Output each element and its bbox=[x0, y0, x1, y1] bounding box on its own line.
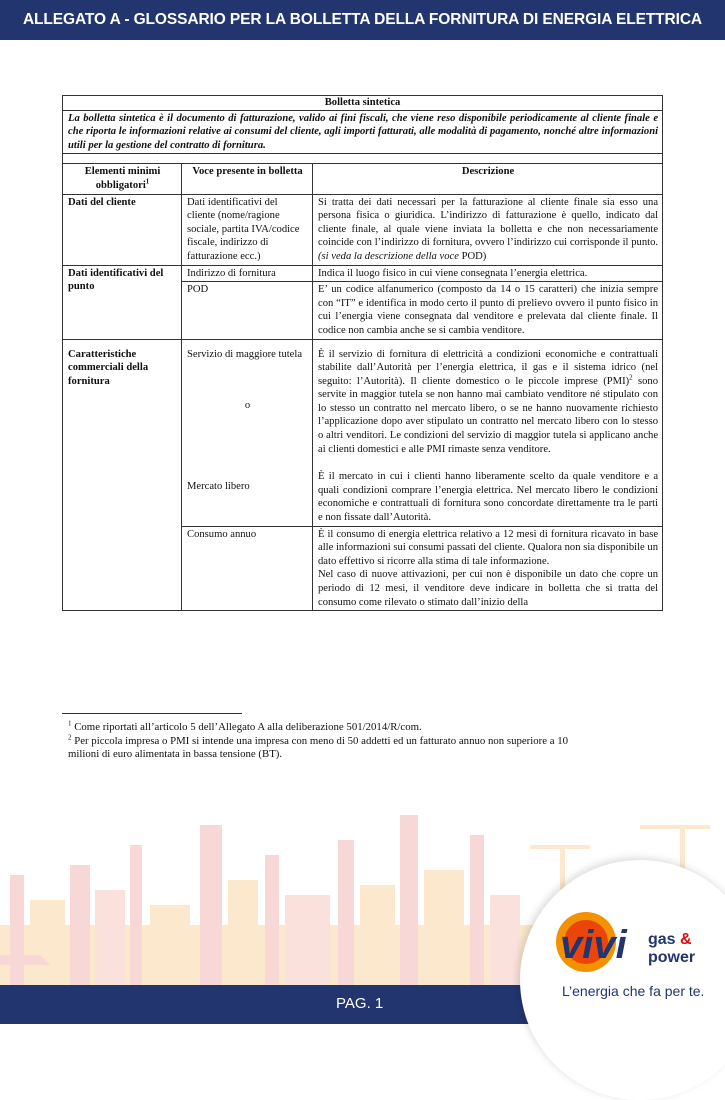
spacer-row bbox=[63, 154, 663, 164]
description-text: Si tratta dei dati necessari per la fatturazione al cliente finale sia esso una persona fisica o giuridica. L’indirizzo di fatturazione è quello, indicato dal cliente finale, al quale viene inviata la bolletta e che non necessariamente coincide con l’indirizzo di fornitura, ovvero l’indirizzo cui corrisponde il punto. bbox=[318, 196, 659, 249]
description-cell: Indica il luogo fisico in cui viene consegnata l’energia elettrica. bbox=[313, 265, 663, 282]
description-cell bbox=[313, 526, 663, 611]
description-cell bbox=[313, 339, 663, 526]
description-text: sono servite in maggior tutela se non hanno mai cambiato venditore né stipulato con lo stesso un contratto nel mercato libero, o se ne hanno nuovamente richiesto l’applicazione dopo aver stipulato un contratto nel mercato libero con lo stesso o altri venditori. Le condizioni del servizio di maggior tutela si applicano anche ai clienti domestici e alle PMI rimaste senza venditore. bbox=[318, 375, 659, 455]
footnote-2 bbox=[68, 732, 588, 762]
glossary-table bbox=[62, 95, 663, 611]
description-cell bbox=[313, 194, 663, 265]
brand-tagline: L’energia che fa per te. bbox=[562, 983, 705, 999]
table-row bbox=[63, 339, 663, 526]
description-cell: E’ un codice alfanumerico (composto da 14 o 15 caratteri) che inizia sempre con “IT” e identifica in modo certo il punto di prelievo ovvero il punto fisico in cui l’energia viene consegnata dal venditore e prelevata dal cliente finale. Il codice non cambia anche se si cambia venditore. bbox=[313, 282, 663, 339]
column-header-elements bbox=[63, 164, 182, 194]
category-cell: Dati del cliente bbox=[63, 194, 182, 265]
page-header bbox=[0, 0, 725, 40]
footnote-1-mark: 1 bbox=[68, 719, 72, 728]
column-header-description: Descrizione bbox=[313, 164, 663, 194]
category-cell: Caratteristiche commerciali della fornitura bbox=[63, 339, 182, 611]
header-title: ALLEGATO A - GLOSSARIO PER LA BOLLETTA DELLA FORNITURA DI ENERGIA ELETTRICA bbox=[22, 11, 703, 28]
footnotes bbox=[68, 721, 588, 762]
description-block: È il mercato in cui i clienti hanno liberamente scelto da quale venditore e a quali condizioni comprare l’energia elettrica. Nel mercato libero le condizioni economiche e contrattuali di fornitura sono concordate direttamente tra le parti e non fissate dall’Autorità. bbox=[318, 471, 659, 524]
table-row bbox=[63, 265, 663, 282]
description-block bbox=[318, 348, 658, 457]
svg-text:power: power bbox=[648, 949, 696, 966]
item-label: Mercato libero bbox=[187, 480, 250, 492]
column-header-elements-label: Elementi minimi obbligatori bbox=[84, 166, 161, 191]
svg-text:vivi: vivi bbox=[560, 923, 627, 967]
footnote-1-text: Come riportati all’articolo 5 dell’Allegato A alla deliberazione 501/2014/R/com. bbox=[71, 721, 422, 733]
description-text: È il servizio di fornitura di elettricità a condizioni economiche e contrattuali stabilite dall’Autorità per l’energia elettrica, il gas e il sistema idrico (nel seguito: l’Autorità). Il cliente domestico o le piccole imprese (PMI) bbox=[318, 348, 659, 387]
description-block: Nel caso di nuove attivazioni, per cui non è disponibile un dato che copre un periodo di 12 mesi, il venditore deve indicare in bolletta che si tratta del consumo come rilevato o stimato dall’inizio della bbox=[318, 569, 659, 608]
column-header-item: Voce presente in bolletta bbox=[182, 164, 313, 194]
table-intro: La bolletta sintetica è il documento di fatturazione, valido ai fini fiscali, che viene reso disponibile periodicamente al cliente finale e che riporta le informazioni relative ai consumi del cliente, agli importi fatturati, alle modalità di pagamento, nonché altre informazioni utili per la gestione del contratto di fornitura. bbox=[63, 110, 663, 154]
description-tail: POD) bbox=[458, 250, 487, 262]
table-title: Bolletta sintetica bbox=[63, 96, 663, 111]
item-cell: Indirizzo di fornitura bbox=[182, 265, 313, 282]
footnote-2-mark: 2 bbox=[68, 732, 72, 741]
svg-text:gas: gas bbox=[648, 931, 676, 948]
item-or: o bbox=[244, 400, 251, 412]
footnote-divider bbox=[62, 713, 242, 714]
footnote-1 bbox=[68, 721, 588, 735]
item-cell bbox=[182, 339, 313, 526]
item-cell: Dati identificativi del cliente (nome/ragione sociale, partita IVA/codice fiscale, indirizzo di fatturazione ecc.) bbox=[182, 194, 313, 265]
item-cell: POD bbox=[182, 282, 313, 339]
footnote-ref-1: 1 bbox=[145, 177, 150, 186]
vivi-gas-power-logo bbox=[552, 908, 722, 978]
item-cell: Consumo annuo bbox=[182, 526, 313, 611]
category-cell: Dati identificativi del punto bbox=[63, 265, 182, 339]
footnote-ref-2: 2 bbox=[629, 373, 633, 382]
page-number: PAG. 1 bbox=[336, 995, 384, 1012]
footnote-2-text: Per piccola impresa o PMI si intende una impresa con meno di 50 addetti ed un fatturato annuo non superiore a 10 milioni di euro alimentata in bassa tensione (BT). bbox=[68, 734, 569, 760]
item-label: Servizio di maggiore tutela bbox=[187, 348, 303, 360]
description-italic: (si veda la descrizione della voce bbox=[318, 250, 459, 262]
header-row bbox=[63, 164, 663, 194]
description-block: È il consumo di energia elettrica relativo a 12 mesi di fornitura ricavato in base alle informazioni sui consumi passati del cliente. Qualora non sia disponibile un dato effettivo si ricorre alla stima di tale informazione. bbox=[318, 528, 659, 567]
svg-text:&: & bbox=[680, 931, 692, 948]
table-row bbox=[63, 194, 663, 265]
